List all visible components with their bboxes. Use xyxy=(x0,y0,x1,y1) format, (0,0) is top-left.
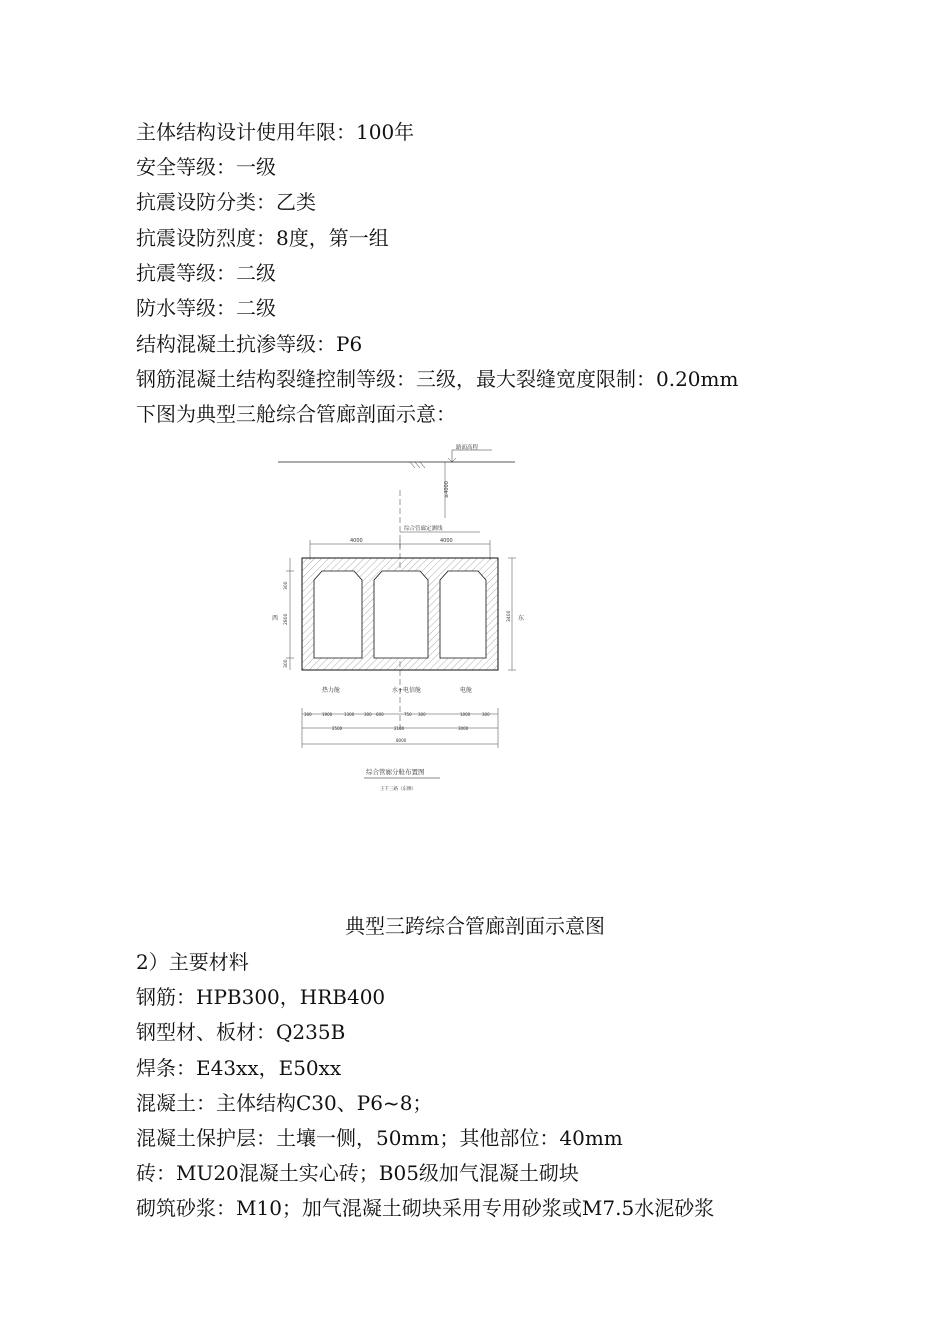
bottom-dim-8: 1000 xyxy=(460,712,471,717)
design-line-life: 主体结构设计使用年限：100年 xyxy=(136,120,415,144)
center-line-label: 综合管廊定测线 xyxy=(404,526,443,532)
bottom-dim-row2-1: 2500 xyxy=(332,726,343,731)
power-cabin xyxy=(440,571,486,658)
left-dim-bottom: 300 xyxy=(284,659,289,668)
bottom-dim-3: 1300 xyxy=(344,712,355,717)
pipe-gallery-section-drawing xyxy=(270,440,530,810)
bottom-dim-5: 600 xyxy=(376,712,384,717)
left-dim-top: 300 xyxy=(284,581,289,590)
design-line-safety: 安全等级：一级 xyxy=(136,155,276,179)
materials-heading: 2）主要材料 xyxy=(136,950,249,974)
bottom-dim-7: 300 xyxy=(418,712,426,717)
heat-cabin xyxy=(314,571,362,658)
top-dim-left: 4000 xyxy=(350,538,363,544)
bottom-dim-6: 750 xyxy=(404,712,412,717)
materials-line-cover: 混凝土保护层：土壤一侧，50mm；其他部位：40mm xyxy=(136,1126,623,1150)
cabin-label-power: 电舱 xyxy=(460,687,473,694)
road-elevation-label: 路面高程 xyxy=(456,445,479,451)
design-line-seismic-grade: 抗震等级：二级 xyxy=(136,261,276,285)
bottom-dim-total: 8000 xyxy=(396,738,407,743)
bottom-dim-1: 300 xyxy=(304,712,312,717)
left-dim-mid: 2800 xyxy=(284,613,289,625)
design-line-waterproof: 防水等级：二级 xyxy=(136,296,276,320)
bottom-dim-row2-3: 3000 xyxy=(458,726,469,731)
cabin-label-heat: 热力舱 xyxy=(322,687,341,694)
design-line-seismic-intensity: 抗震设防烈度：8度，第一组 xyxy=(136,226,389,250)
cabin-label-water: 水+电信舱 xyxy=(392,687,422,694)
water-telecom-cabin xyxy=(374,571,428,658)
figure-caption: 典型三跨综合管廊剖面示意图 xyxy=(345,914,605,938)
west-label: 西 xyxy=(272,615,279,622)
design-line-crack-control: 钢筋混凝土结构裂缝控制等级：三级，最大裂缝宽度限制：0.20mm xyxy=(136,367,739,391)
drawing-title: 综合管廊分舱布置图 xyxy=(366,768,425,776)
materials-line-concrete: 混凝土：主体结构C30、P6~8； xyxy=(136,1091,433,1115)
materials-line-brick: 砖：MU20混凝土实心砖；B05级加气混凝土砌块 xyxy=(136,1161,579,1185)
top-dim-right: 4000 xyxy=(440,538,453,544)
materials-line-mortar: 砌筑砂浆：M10；加气混凝土砌块采用专用砂浆或M7.5水泥砂浆 xyxy=(136,1196,715,1220)
design-line-seismic-class: 抗震设防分类：乙类 xyxy=(136,190,316,214)
design-line-figure-intro: 下图为典型三舱综合管廊剖面示意： xyxy=(136,402,456,426)
materials-line-steel: 钢型材、板材：Q235B xyxy=(136,1020,346,1044)
cover-depth-label: ≥4000 xyxy=(444,481,450,498)
bottom-dim-row2-2: 2100 xyxy=(394,726,405,731)
right-dim: 3400 xyxy=(507,610,512,622)
bottom-dim-2: 1900 xyxy=(322,712,333,717)
bottom-dim-9: 300 xyxy=(482,712,490,717)
materials-line-rebar: 钢筋：HPB300，HRB400 xyxy=(136,985,386,1009)
materials-line-welding: 焊条：E43xx，E50xx xyxy=(136,1056,342,1080)
drawing-subtitle: 王千三路（东侧） xyxy=(380,787,416,792)
east-label: 东 xyxy=(518,615,525,622)
ground-hatch-icon xyxy=(410,462,425,468)
design-line-impermeability: 结构混凝土抗渗等级：P6 xyxy=(136,332,363,356)
bottom-dim-4: 300 xyxy=(364,712,372,717)
